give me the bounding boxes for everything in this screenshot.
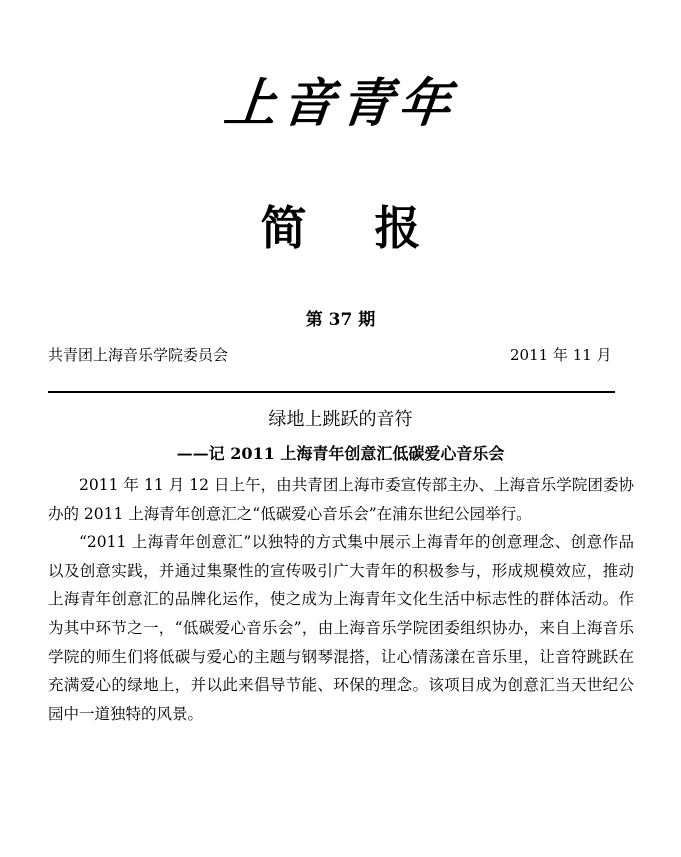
article-subtitle: ——记 2011 上海青年创意汇低碳爱心音乐会: [176, 444, 505, 463]
issue-number: 第 37 期: [305, 310, 376, 330]
article-paragraph: 2011 年 11 月 12 日上午，由共青团上海市委宣传部主办、上海音乐学院团委协办的 2011 上海青年创意汇之“低碳爱心音乐会”在浦东世纪公园举行。: [48, 476, 634, 523]
article-body: [48, 471, 634, 728]
document-type-heading: 简 报: [260, 201, 447, 255]
article-title: 绿地上跳跃的音符: [268, 409, 413, 430]
issue-date: 2011 年 11 月: [510, 346, 612, 364]
header-divider: [48, 391, 615, 393]
article-paragraph: “2011 上海青年创意汇”以独特的方式集中展示上海青年的创意理念、创意作品以及创意实践，并通过集聚性的宣传吸引广大青年的积极参与，形成规模效应，推动上海青年创意汇的品牌化运作，使之成为上海青年文化生活中标志性的群体活动。作为其中环节之一，“低碳爱心音乐会”，由上海音乐学院团委组织协办，来自上海音乐学院的师生们将低碳与爱心的主题与钢琴混搭，让心情荡漾在音乐里，让音符跳跃在充满爱心的绿地上，并以此来倡导节能、环保的理念。该项目成为创意汇当天世纪公园中一道独特的风景。: [48, 533, 634, 723]
publisher-name: 共青团上海音乐学院委员会: [48, 346, 229, 364]
masthead-title: 上音青年: [221, 74, 460, 134]
